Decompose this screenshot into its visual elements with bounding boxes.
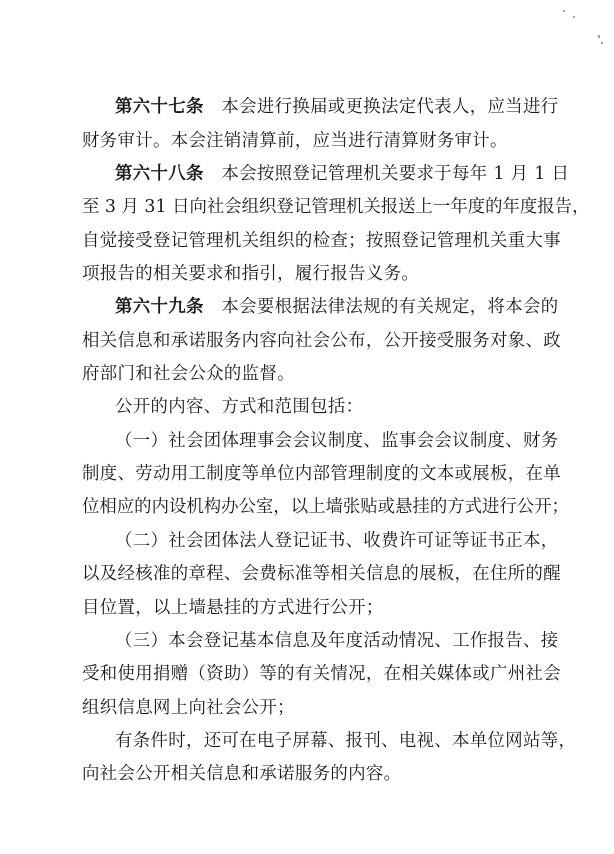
article-67-text-1: 本会进行换届或更换法定代表人，应当进行 (221, 97, 559, 117)
article-67-text-2: 财务审计。本会注销清算前，应当进行清算财务审计。 (82, 131, 508, 151)
article-68-text-3: 自觉接受登记管理机关组织的检查；按照登记管理机关重大事 (82, 231, 561, 251)
scope-item-1-line-3: 位相应的内设机构办公室，以上墙张贴或悬挂的方式进行公开； (82, 497, 569, 517)
closing-line-2: 向社会公开相关信息和承诺服务的内容。 (82, 764, 402, 784)
scope-item-3-line-2: 受和使用捐赠（资助）等的有关情况，在相关媒体或广州社会 (82, 664, 561, 684)
article-68-spacer (204, 164, 222, 184)
article-67-first-line (115, 97, 558, 117)
article-69-text-3: 府部门和社会公众的监督。 (82, 364, 295, 384)
scan-speck (563, 10, 565, 12)
closing-line-1: 有条件时，还可在电子屏幕、报刊、电视、本单位网站等， (115, 731, 577, 751)
scope-item-3-line-1: （三）本会登记基本信息及年度活动情况、工作报告、接 (115, 631, 559, 651)
scope-item-2-line-2: 以及经核准的章程、会费标准等相关信息的展板，在住所的醒 (82, 564, 561, 584)
scan-speck (601, 42, 603, 44)
article-69-text-1: 本会要根据法律法规的有关规定，将本会的 (221, 297, 559, 317)
article-68-first-line (115, 164, 569, 184)
article-68-text-1: 本会按照登记管理机关要求于每年 1 月 1 日 (221, 164, 570, 184)
article-67-heading: 第六十七条 (115, 97, 204, 117)
scope-item-2-line-3: 目位置，以上墙悬挂的方式进行公开； (82, 598, 384, 618)
scope-item-3-line-3: 组织信息网上向社会公开； (82, 698, 295, 718)
article-69-heading: 第六十九条 (115, 297, 204, 317)
article-69-text-2: 相关信息和承诺服务内容向社会公布，公开接受服务对象、政 (82, 331, 561, 351)
article-69-first-line (115, 297, 558, 317)
scan-speck (573, 16, 575, 18)
article-68-text-2: 至 3 月 31 日向社会组织登记管理机关报送上一年度的年度报告， (82, 197, 590, 217)
article-67-spacer (204, 97, 222, 117)
scope-item-1-line-2: 制度、劳动用工制度等单位内部管理制度的文本或展板，在单 (82, 464, 561, 484)
article-68-heading: 第六十八条 (115, 164, 204, 184)
scope-intro: 公开的内容、方式和范围包括： (115, 397, 364, 417)
article-69-spacer (204, 297, 222, 317)
scope-item-2-line-1: （二）社会团体法人登记证书、收费许可证等证书正本， (115, 531, 559, 551)
article-68-text-4: 项报告的相关要求和指引，履行报告义务。 (82, 264, 420, 284)
scan-speck (598, 35, 600, 38)
scope-item-1-line-1: （一）社会团体理事会会议制度、监事会会议制度、财务 (115, 431, 559, 451)
